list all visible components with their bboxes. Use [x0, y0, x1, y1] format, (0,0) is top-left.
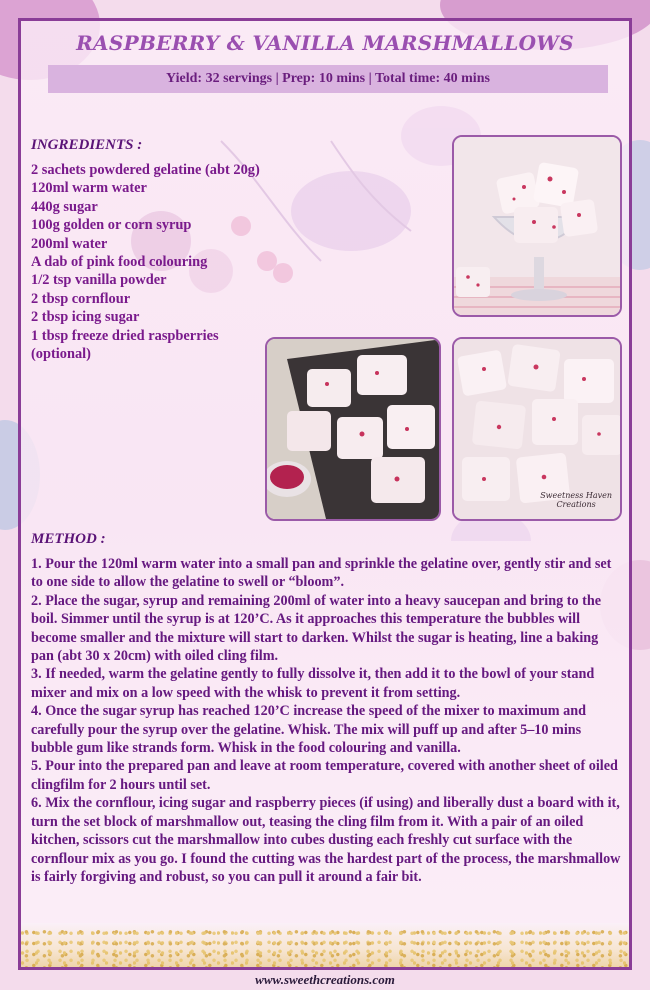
ingredient-item: 100g golden or corn syrup — [31, 217, 192, 234]
recipe-meta: Yield: 32 servings | Prep: 10 mins | Total time: 40 mins — [166, 71, 490, 86]
photo-watermark — [540, 491, 612, 509]
recipe-meta-bar — [48, 65, 608, 93]
method-heading: METHOD : — [31, 531, 106, 547]
photo-marshmallow-cubes — [452, 337, 622, 521]
ingredient-item: 2 tbsp cornflour — [31, 290, 131, 307]
ingredient-item: 200ml water — [31, 235, 108, 252]
watermark-line-2: Creations — [556, 500, 596, 509]
ingredient-item: 2 tbsp icing sugar — [31, 309, 140, 326]
ingredient-item: 440g sugar — [31, 198, 98, 215]
method-step: 4. Once the sugar syrup has reached 120’C increase the speed of the mixer to maximum and carefully pour the syrup over the gelatine. Whisk. The mix will puff up and after 5–10 mins bubble gum like strands form. Whisk in the food colouring and vanilla. — [31, 703, 586, 757]
recipe-card — [18, 18, 632, 970]
ingredients-list — [31, 161, 261, 363]
photo-marshmallows-on-board — [265, 337, 441, 521]
ingredient-item: 1/2 tsp vanilla powder — [31, 272, 167, 289]
method-step: 2. Place the sugar, syrup and remaining 200ml of water into a heavy saucepan and bring to the boil. Simmer until the syrup is at 120’C. As it approaches this temperature the bubbles will become smaller and the mixture will start to darken. Whilst the sugar is heating, line a baking pan (abt 30 x 20cm) with oiled cling film. — [31, 592, 602, 665]
method-step: 3. If needed, warm the gelatine gently to fully dissolve it, then add it to the bowl of your stand mixer and mix on a low speed with the whisk to prevent it from setting. — [31, 666, 595, 701]
recipe-title: RASPBERRY & VANILLA MARSHMALLOWS — [76, 31, 574, 55]
footer-website-link[interactable]: www.sweethcreations.com — [255, 972, 395, 987]
photo-board-image — [267, 339, 441, 521]
method-step: 1. Pour the 120ml warm water into a small pan and sprinkle the gelatine over, gently stir and set to one side to allow the gelatine to swell or “bloom”. — [31, 556, 612, 591]
ingredient-item: A dab of pink food colouring — [31, 254, 208, 271]
glitter-border — [21, 927, 629, 967]
ingredient-item: 2 sachets powdered gelatine (abt 20g) — [31, 162, 260, 178]
method-step: 6. Mix the cornflour, icing sugar and raspberry pieces (if using) and liberally dust a board with it, turn the set block of marshmallow out, teasing the cling film from it. With a pair of an oiled kitchen, scissors cut the marshmallow into cubes dusting each freshly cut surface with the cornflour mix as you go. I found the cutting was the hardest part of the process, the marshmallow is fairly forgiving and robust, so you can pull it around a fair bit. — [31, 795, 621, 885]
watermark-line-1: Sweetness Haven — [540, 491, 612, 500]
ingredients-heading: INGREDIENTS : — [31, 137, 143, 153]
photo-marshmallows-in-glass — [452, 135, 622, 317]
photo-glass-image — [454, 137, 622, 317]
ingredient-item: 120ml warm water — [31, 180, 147, 197]
method-steps — [31, 555, 623, 886]
method-step: 5. Pour into the prepared pan and leave at room temperature, covered with another sheet of oiled clingfilm for 2 hours until set. — [31, 758, 618, 793]
ingredient-item: 1 tbsp freeze dried raspberries (optional) — [31, 327, 219, 363]
